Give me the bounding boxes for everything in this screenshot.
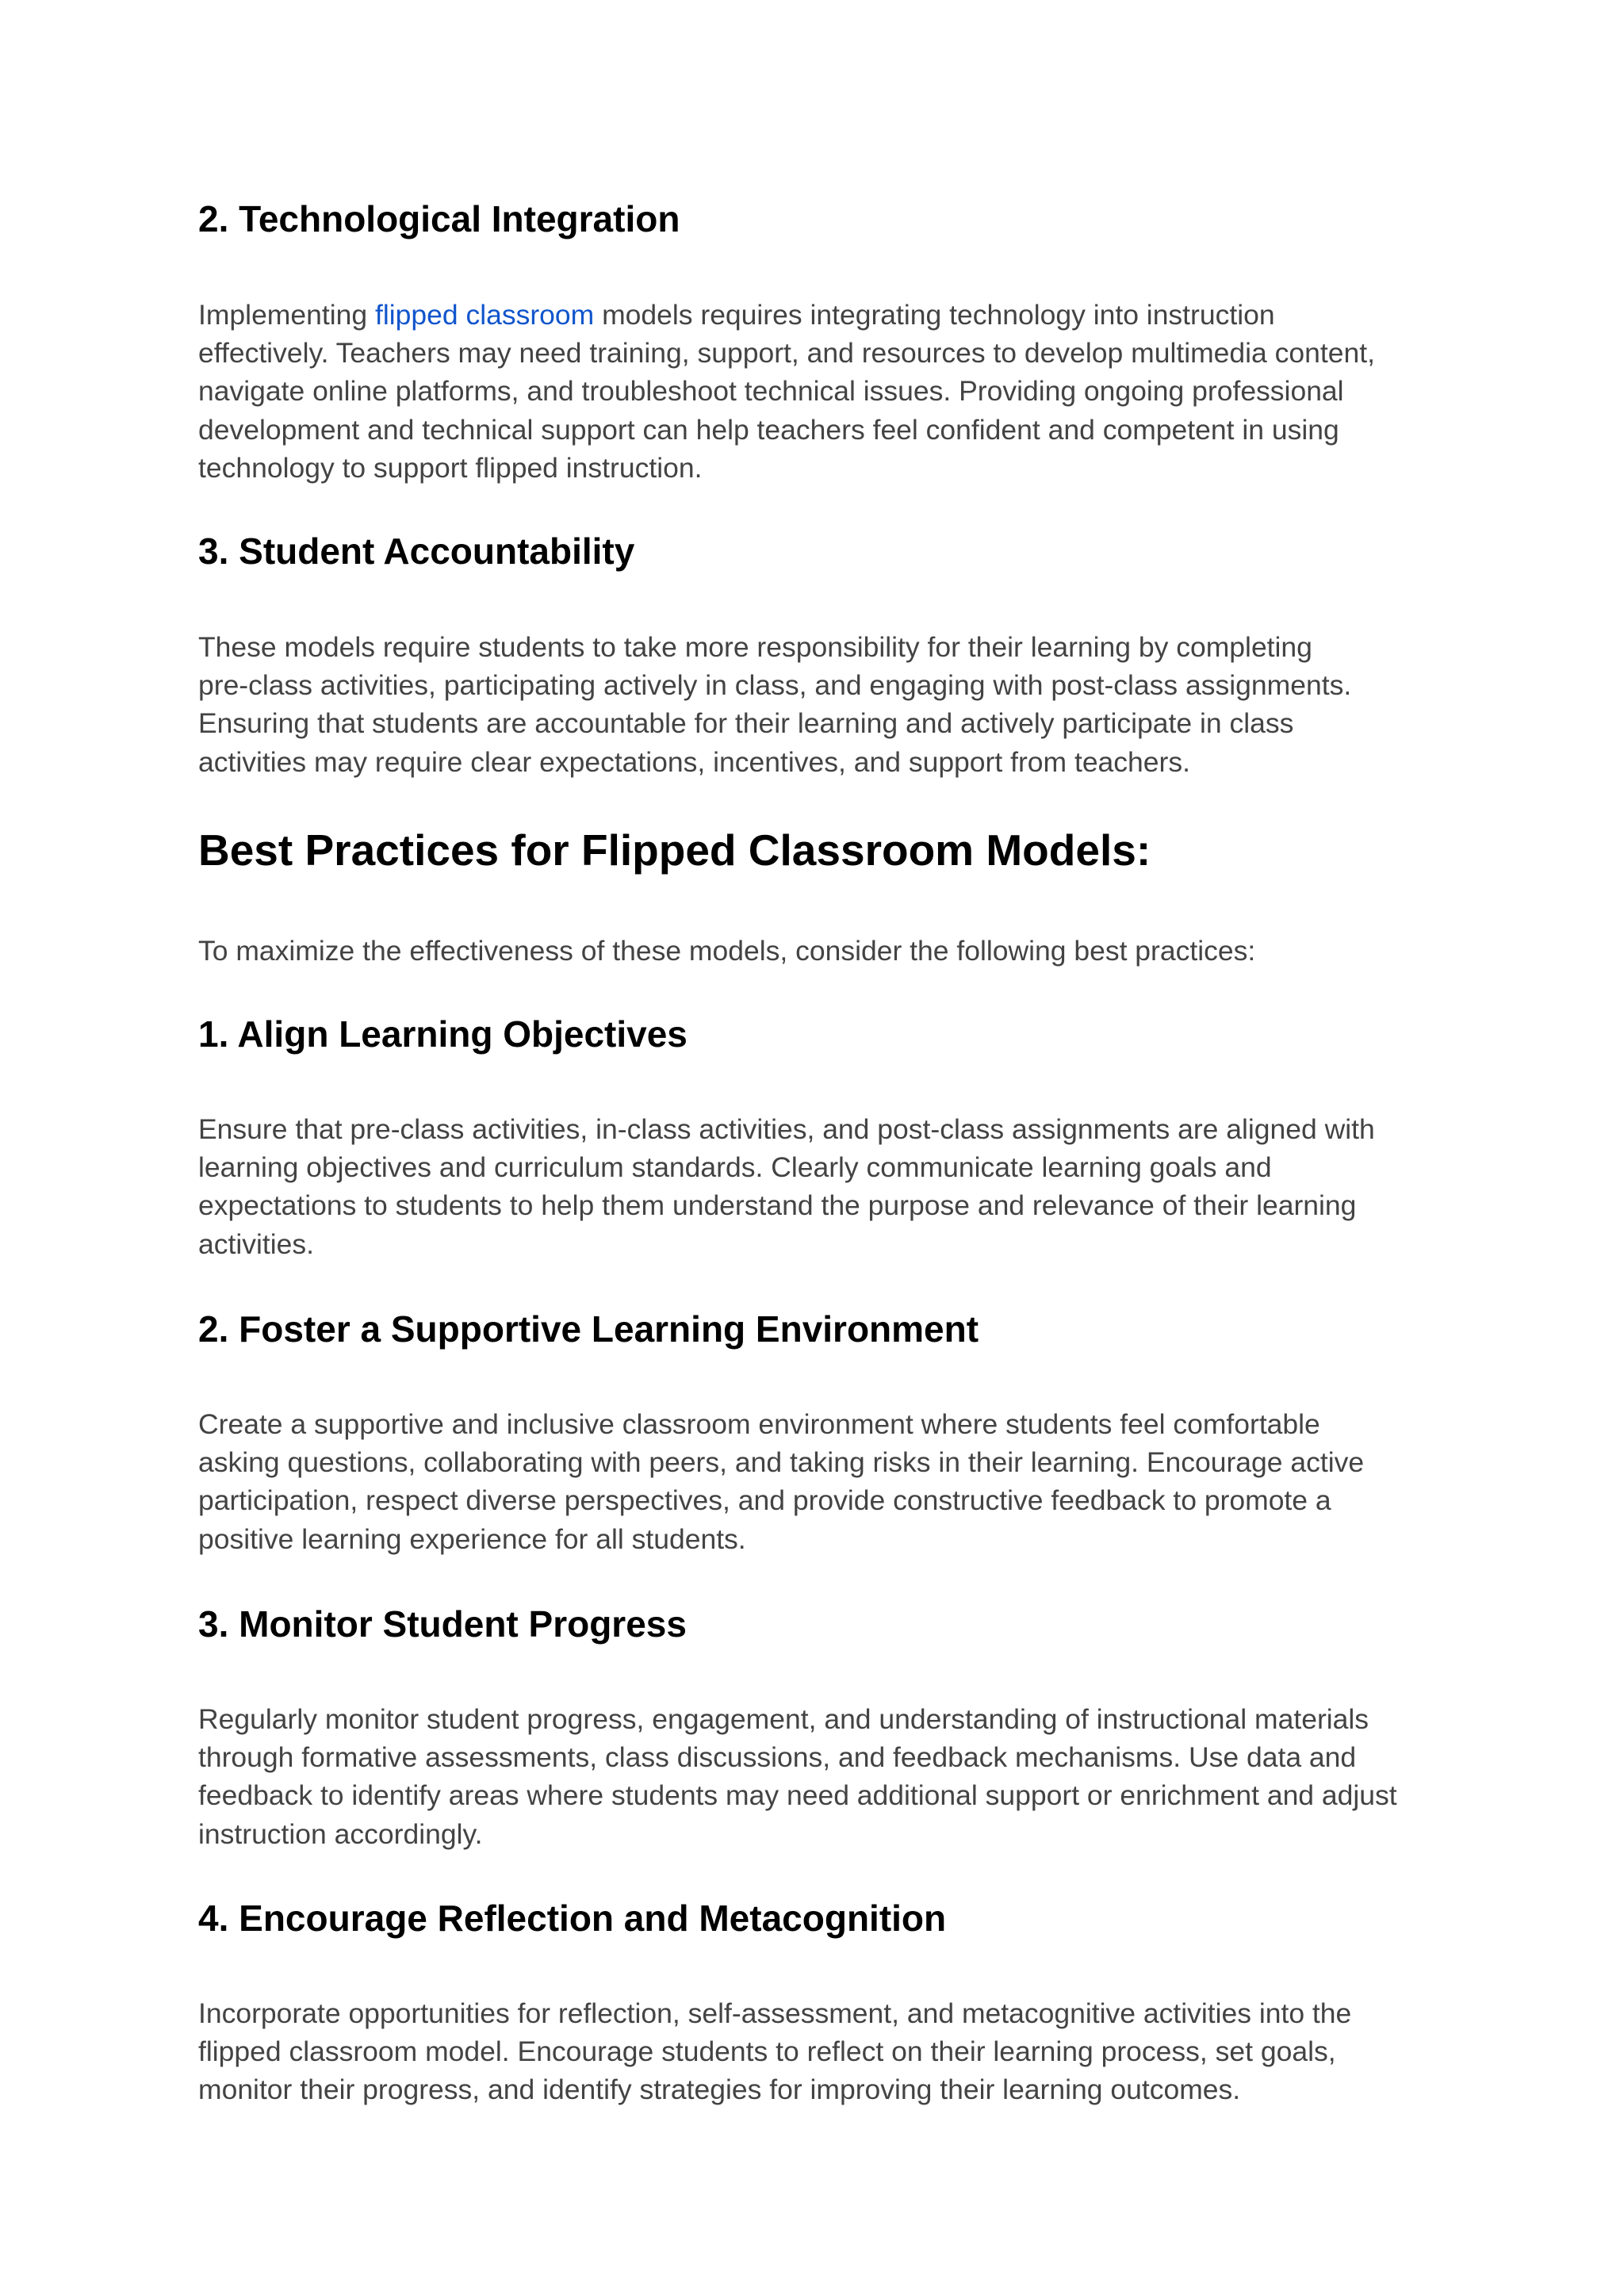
paragraph-monitor-progress: [198, 1700, 1435, 1853]
paragraph-line: Regularly monitor student progress, engagement, and understanding of instructional materials: [198, 1703, 1369, 1735]
heading-student-accountability: 3. Student Accountability: [198, 530, 635, 572]
heading-best-practices: Best Practices for Flipped Classroom Models:: [198, 825, 1151, 875]
paragraph-line: activities may require clear expectations, incentives, and support from teachers.: [198, 745, 1190, 778]
paragraph-line: asking questions, collaborating with peers, and taking risks in their learning. Encourage active: [198, 1446, 1365, 1479]
paragraph-align-learning-objectives: [198, 1110, 1435, 1263]
paragraph-line: participation, respect diverse perspectives, and provide constructive feedback to promote a: [198, 1484, 1331, 1517]
paragraph-line: To maximize the effectiveness of these models, consider the following best practices:: [198, 935, 1256, 967]
paragraph-line: Create a supportive and inclusive classroom environment where students feel comfortable: [198, 1408, 1320, 1440]
paragraph-line: These models require students to take more responsibility for their learning by completing: [198, 631, 1312, 663]
heading-reflection-metacognition: 4. Encourage Reflection and Metacognition: [198, 1898, 947, 1939]
paragraph-best-practices-intro: [198, 932, 1435, 970]
paragraph-supportive-environment: [198, 1405, 1435, 1558]
paragraph-line: [198, 296, 1435, 334]
paragraph-line: navigate online platforms, and troubleshoot technical issues. Providing ongoing professional: [198, 375, 1344, 408]
paragraph-line: flipped classroom model. Encourage students to reflect on their learning process, set goals,: [198, 2035, 1336, 2068]
heading-technological-integration: 2. Technological Integration: [198, 198, 680, 239]
paragraph-line: Ensure that pre-class activities, in-class activities, and post-class assignments are aligned with: [198, 1113, 1375, 1145]
paragraph-line: positive learning experience for all students.: [198, 1522, 746, 1555]
text-run: Implementing: [198, 299, 375, 331]
paragraph-line: instruction accordingly.: [198, 1817, 483, 1850]
paragraph-line: through formative assessments, class discussions, and feedback mechanisms. Use data and: [198, 1741, 1357, 1774]
paragraph-line: feedback to identify areas where students may need additional support or enrichment and adjust: [198, 1779, 1397, 1812]
paragraph-line: learning objectives and curriculum standards. Clearly communicate learning goals and: [198, 1151, 1272, 1184]
paragraph-reflection-metacognition: [198, 1994, 1435, 2109]
heading-align-learning-objectives: 1. Align Learning Objectives: [198, 1013, 688, 1055]
paragraph-line: expectations to students to help them understand the purpose and relevance of their learning: [198, 1189, 1357, 1222]
paragraph-line: technology to support flipped instruction.: [198, 451, 703, 484]
paragraph-line: Incorporate opportunities for reflection, self-assessment, and metacognitive activities into the: [198, 1997, 1352, 2029]
text-run: models requires integrating technology into instruction: [594, 299, 1275, 331]
paragraph-line: activities.: [198, 1227, 314, 1260]
flipped-classroom-link[interactable]: flipped classroom: [374, 299, 595, 331]
paragraph-line: monitor their progress, and identify strategies for improving their learning outcomes.: [198, 2074, 1241, 2106]
heading-supportive-environment: 2. Foster a Supportive Learning Environment: [198, 1308, 979, 1350]
paragraph-student-accountability: [198, 628, 1435, 781]
heading-monitor-progress: 3. Monitor Student Progress: [198, 1603, 687, 1645]
paragraph-line: Ensuring that students are accountable for their learning and actively participate in class: [198, 707, 1294, 740]
paragraph-line: effectively. Teachers may need training, support, and resources to develop multimedia content,: [198, 337, 1375, 370]
paragraph-line: development and technical support can help teachers feel confident and competent in using: [198, 413, 1339, 446]
paragraph-technological-integration: [198, 296, 1435, 487]
paragraph-line: pre-class activities, participating actively in class, and engaging with post-class assignments.: [198, 669, 1352, 702]
